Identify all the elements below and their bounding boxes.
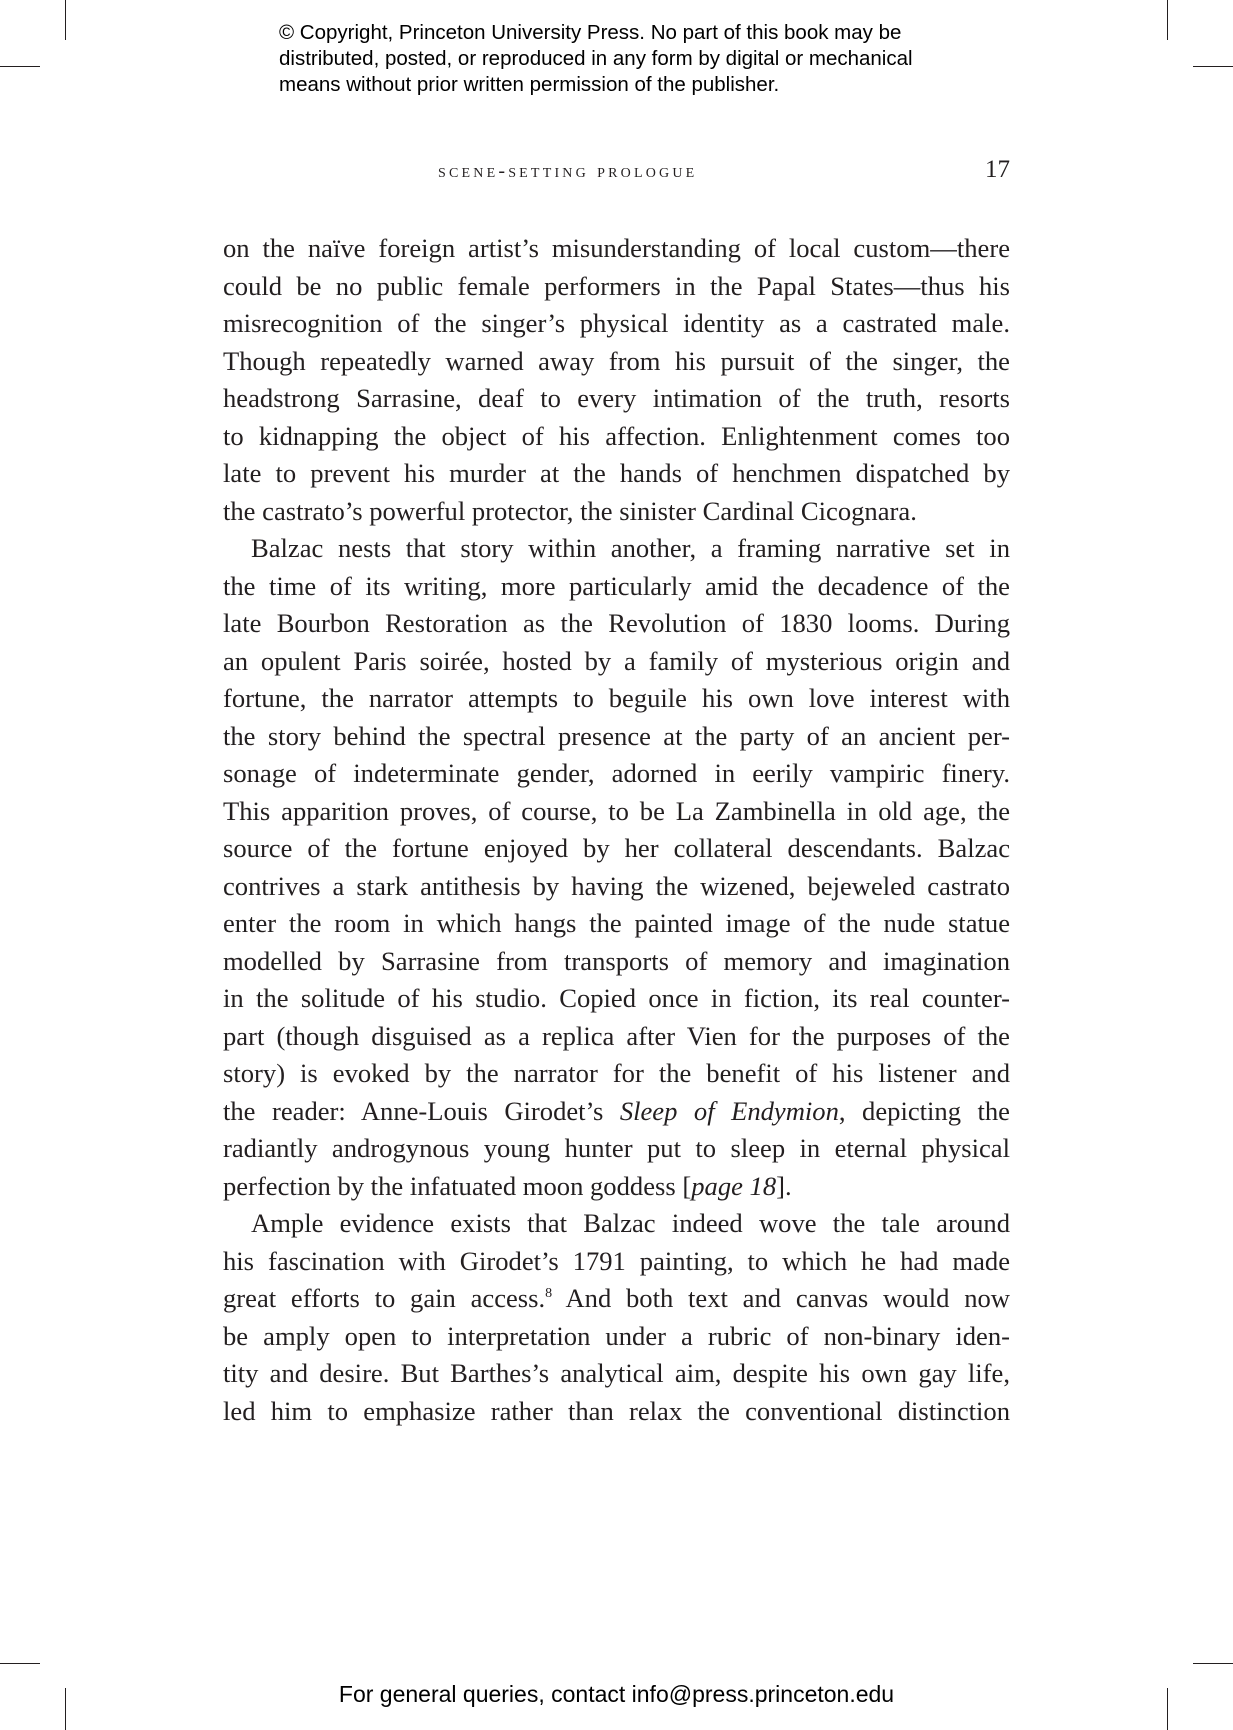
text-run: perfection by the infatuated moon goddess [ xyxy=(223,1170,692,1201)
copyright-line: © Copyright, Princeton University Press. No part of this book may be xyxy=(279,21,902,44)
text-line: to kidnapping the object of his affection. Enlightenment comes too xyxy=(223,420,1010,451)
text-line: late Bourbon Restoration as the Revolution of 1830 looms. During xyxy=(223,608,1010,638)
page-number: 17 xyxy=(985,156,1010,183)
text-line: part (though disguised as a replica after Vien for the purposes of the xyxy=(223,1020,1010,1051)
text-run: And both text and canvas would now xyxy=(552,1283,1011,1313)
text-line: the time of its writing, more particularly amid the decadence of the xyxy=(223,570,1010,601)
text-line: on the naïve foreign artist’s misunderstanding of local custom—there xyxy=(223,233,1010,263)
text-line: fortune, the narrator attempts to beguile his own love interest with xyxy=(223,683,1010,713)
text-line: enter the room in which hangs the painted image of the nude statue xyxy=(223,908,1010,938)
text-line: late to prevent his murder at the hands of henchmen dispatched by xyxy=(223,458,1010,488)
text-run: great efforts to gain access. xyxy=(223,1283,546,1313)
text-line xyxy=(223,1280,1010,1318)
text-line: Ample evidence exists that Balzac indeed wove the tale around xyxy=(251,1208,1010,1238)
running-title: scene-setting prologue xyxy=(438,160,698,182)
text-line: modelled by Sarrasine from transports of memory and imagination xyxy=(223,945,1010,976)
text-line: the castrato’s powerful protector, the sinister Cardinal Cicognara. xyxy=(223,495,917,526)
text-line: the story behind the spectral presence at the party of an ancient per- xyxy=(223,720,1010,751)
text-line: Balzac nests that story within another, a framing narrative set in xyxy=(251,533,1010,563)
crop-mark xyxy=(1193,1663,1233,1664)
text-line: misrecognition of the singer’s physical identity as a castrated male. xyxy=(223,308,1010,338)
text-line: source of the fortune enjoyed by her collateral descendants. Balzac xyxy=(223,833,1010,863)
text-run: the reader: Anne-Louis Girodet’s xyxy=(223,1095,620,1126)
text-line: contrives a stark antithesis by having the wizened, bejeweled castrato xyxy=(223,870,1010,901)
crop-mark xyxy=(0,66,40,67)
text-line: an opulent Paris soirée, hosted by a family of mysterious origin and xyxy=(223,645,1010,676)
text-line: Though repeatedly warned away from his pursuit of the singer, the xyxy=(223,345,1010,376)
text-line: his fascination with Girodet’s 1791 painting, to which he had made xyxy=(223,1245,1010,1276)
text-line: in the solitude of his studio. Copied once in fiction, its real counter- xyxy=(223,983,1010,1013)
crop-mark xyxy=(65,0,66,40)
text-line: radiantly androgynous young hunter put to sleep in eternal physical xyxy=(223,1133,1010,1163)
text-run: ]. xyxy=(776,1170,792,1201)
text-line: tity and desire. But Barthes’s analytical aim, despite his own gay life, xyxy=(223,1358,1010,1388)
text-line: could be no public female performers in the Papal States—thus his xyxy=(223,270,1010,301)
text-line: headstrong Sarrasine, deaf to every intimation of the truth, resorts xyxy=(223,383,1010,413)
text-line: This apparition proves, of course, to be La Zambinella in old age, the xyxy=(223,795,1010,826)
text-line xyxy=(223,1093,1010,1131)
page-reference: page 18 xyxy=(691,1170,777,1201)
crop-mark xyxy=(0,1663,40,1664)
text-line: sonage of indeterminate gender, adorned in eerily vampiric finery. xyxy=(223,758,1010,788)
artwork-title: Sleep of Endymion xyxy=(619,1095,839,1126)
text-line: story) is evoked by the narrator for the benefit of his listener and xyxy=(223,1058,1010,1088)
text-run: , depicting the xyxy=(838,1095,1010,1126)
footer-contact: For general queries, contact info@press.princeton.edu xyxy=(338,1681,895,1707)
footnote-marker[interactable]: 8 xyxy=(545,1286,553,1301)
text-line xyxy=(223,1168,1010,1206)
copyright-notice xyxy=(279,20,1039,98)
copyright-line: distributed, posted, or reproduced in any form by digital or mechanical xyxy=(279,47,913,70)
text-line: led him to emphasize rather than relax the conventional distinction xyxy=(223,1395,1010,1426)
text-line: be amply open to interpretation under a rubric of non-binary iden- xyxy=(223,1320,1010,1351)
copyright-line: means without prior written permission of the publisher. xyxy=(279,73,780,96)
crop-mark xyxy=(1193,66,1233,67)
body-text xyxy=(223,230,1010,1430)
crop-mark xyxy=(1167,0,1168,40)
